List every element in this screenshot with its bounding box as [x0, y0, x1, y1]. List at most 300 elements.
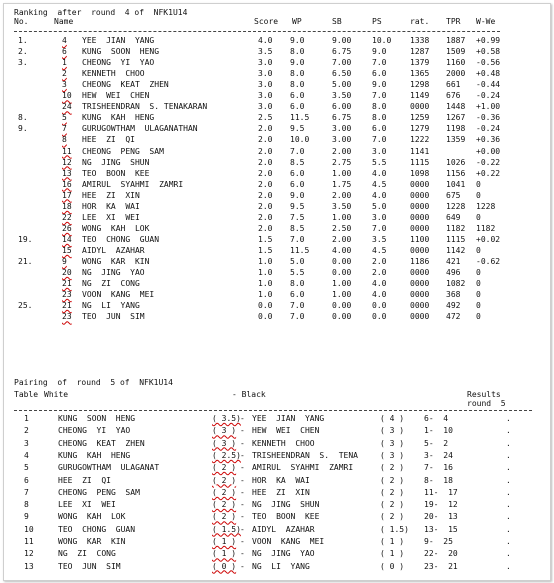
ps-cell: 8.0 — [372, 113, 387, 123]
score-cell: 2.5 — [258, 113, 273, 123]
wp-cell: 11.5 — [290, 246, 310, 255]
pl-cell: 3 — [62, 80, 67, 90]
pl-cell: 23 — [62, 312, 72, 322]
rating-cell: 1279 — [410, 124, 430, 134]
tpr-cell: 676 — [446, 91, 461, 101]
black-player-cell: NG JING SHUN — [252, 500, 320, 510]
pl-cell: 23 — [62, 290, 72, 300]
ps-cell: 4.0 — [372, 168, 387, 178]
score-cell: 2.0 — [258, 179, 273, 189]
black-score-cell: ( 2 ) — [380, 463, 405, 473]
rating-cell: 0000 — [410, 279, 430, 289]
pairing-separator: - — [240, 549, 245, 559]
pairing-numbers-cell: 22- 20 — [424, 549, 458, 559]
pairing-numbers-cell: 13- 15 — [424, 524, 458, 534]
pl-cell: 9 — [62, 257, 67, 266]
player-name-cell: CHEONG YI YAO — [82, 58, 155, 68]
ps-cell: 5.5 — [372, 157, 387, 167]
white-player-cell: NG ZI CONG — [58, 549, 116, 559]
pairing-separator: - — [240, 500, 245, 510]
w-we-cell: 1182 — [476, 223, 496, 233]
white-score-cell: ( 3 ) — [212, 426, 237, 436]
score-cell: 1.5 — [258, 246, 273, 255]
w-we-cell: +1.00 — [476, 102, 501, 112]
w-we-cell: +0.22 — [476, 168, 501, 178]
pl-cell: 18 — [62, 201, 72, 211]
white-score-cell: ( 1.5) — [212, 524, 241, 534]
table-number-cell: 1 — [24, 414, 29, 423]
ps-cell: 5.0 — [372, 201, 387, 211]
ps-cell: 9.0 — [372, 47, 387, 56]
w-we-cell: -0.36 — [476, 113, 501, 123]
table-number-cell: 10 — [24, 524, 34, 534]
tpr-cell: 496 — [446, 268, 461, 278]
player-name-cell: WONG KAH LOK — [82, 223, 150, 233]
score-cell: 1.0 — [258, 290, 273, 300]
tpr-cell: 1182 — [446, 223, 466, 233]
rating-cell: 1222 — [410, 135, 430, 145]
w-we-cell: 0 — [476, 179, 481, 189]
pairing-separator: - — [240, 475, 245, 485]
w-we-cell: -0.24 — [476, 91, 501, 101]
sb-cell: 6.00 — [332, 102, 352, 112]
wp-cell: 7.0 — [290, 146, 305, 156]
tpr-cell: 1041 — [446, 179, 466, 189]
pl-cell: 20 — [62, 268, 72, 278]
wp-cell: 5.0 — [290, 257, 305, 266]
w-we-cell: +0.36 — [476, 135, 501, 145]
player-name-cell: TEO JUN SIM — [82, 312, 145, 322]
black-score-cell: ( 3 ) — [380, 450, 405, 460]
black-score-cell: ( 3 ) — [380, 426, 405, 436]
black-player-cell: HEW WEI CHEN — [252, 426, 320, 436]
tpr-cell: 1448 — [446, 102, 466, 112]
player-name-cell: VOON KANG MEI — [82, 290, 155, 300]
player-name-cell: LEE XI WEI — [82, 212, 140, 222]
black-score-cell: ( 2 ) — [380, 487, 405, 497]
black-score-cell: ( 3 ) — [380, 438, 405, 448]
white-player-cell: CHEONG KEAT ZHEN — [58, 438, 145, 448]
player-name-cell: WONG KAR KIN — [82, 257, 150, 266]
sb-cell: 0.00 — [332, 312, 352, 322]
sb-cell: 2.75 — [332, 157, 352, 167]
sb-cell: 0.00 — [332, 257, 352, 266]
black-score-cell: ( 2 ) — [380, 500, 405, 510]
pl-cell: 8 — [62, 135, 67, 145]
pairing-numbers-cell: 11- 17 — [424, 487, 458, 497]
ps-cell: 6.0 — [372, 124, 387, 134]
white-player-cell: WONG KAR KIN — [58, 537, 126, 546]
black-player-cell: AIDYL AZAHAR — [252, 524, 315, 534]
black-player-cell: TRISHEENDRAN S. TENA — [252, 450, 358, 460]
wp-cell: 8.0 — [290, 47, 305, 56]
result-cell: . — [506, 475, 511, 485]
score-cell: 3.0 — [258, 69, 273, 79]
pl-cell: 26 — [62, 223, 72, 233]
result-cell: . — [506, 500, 511, 510]
score-cell: 2.0 — [258, 190, 273, 200]
w-we-cell: +0.58 — [476, 47, 501, 56]
wp-cell: 6.0 — [290, 168, 305, 178]
result-cell: . — [506, 524, 511, 534]
score-cell: 2.0 — [258, 168, 273, 178]
pairing-numbers-cell: 20- 13 — [424, 512, 458, 522]
col-wp-header: WP — [292, 17, 302, 26]
player-name-cell: AMIRUL SYAHMI ZAMRI — [82, 179, 184, 189]
ranking-title: Ranking after round 4 of NFK1U14 — [14, 8, 188, 17]
score-cell: 2.0 — [258, 157, 273, 167]
rating-cell: 1100 — [410, 234, 430, 244]
player-name-cell: YEE JIAN YANG — [82, 36, 155, 45]
player-name-cell: HEE ZI XIN — [82, 190, 140, 200]
pairing-numbers-cell: 23- 21 — [424, 561, 458, 571]
pl-cell: 6 — [62, 47, 67, 56]
tpr-cell: 675 — [446, 190, 461, 200]
white-player-cell: HEE ZI QI — [58, 475, 111, 485]
tpr-cell: 1359 — [446, 135, 466, 145]
wp-cell: 7.0 — [290, 301, 305, 311]
sb-cell: 1.00 — [332, 279, 352, 289]
table-number-cell: 5 — [24, 463, 29, 473]
score-cell: 2.0 — [258, 135, 273, 145]
sb-cell: 9.00 — [332, 36, 352, 45]
w-we-cell: -0.62 — [476, 257, 501, 266]
tpr-cell: 1142 — [446, 246, 466, 255]
black-player-cell: HEE ZI XIN — [252, 487, 310, 497]
white-player-cell: TEO JUN SIM — [58, 561, 121, 571]
black-score-cell: ( 1 ) — [380, 537, 405, 546]
sb-cell: 0.00 — [332, 268, 352, 278]
tpr-cell: 2000 — [446, 69, 466, 79]
rating-cell: 0000 — [410, 102, 430, 112]
wp-cell: 8.0 — [290, 80, 305, 90]
result-cell: . — [506, 414, 511, 423]
white-player-cell: LEE XI WEI — [58, 500, 116, 510]
w-we-cell: 0 — [476, 312, 481, 322]
score-cell: 2.0 — [258, 212, 273, 222]
rating-cell: 0000 — [410, 312, 430, 322]
score-cell: 3.0 — [258, 91, 273, 101]
pairing-numbers-cell: 1- 10 — [424, 426, 453, 436]
player-name-cell: CHEONG PENG SAM — [82, 146, 164, 156]
white-score-cell: ( 2 ) — [212, 512, 237, 522]
w-we-cell: +0.48 — [476, 69, 501, 79]
col-no-header: No. — [14, 17, 29, 26]
rating-cell: 0000 — [410, 201, 430, 211]
rank-cell: 19. — [18, 234, 33, 244]
player-name-cell: TEO BOON KEE — [82, 168, 150, 178]
player-name-cell: CHEONG KEAT ZHEN — [82, 80, 169, 90]
rating-cell: 0000 — [410, 223, 430, 233]
ps-cell: 3.5 — [372, 234, 387, 244]
black-player-cell: YEE JIAN YANG — [252, 414, 325, 423]
score-cell: 3.0 — [258, 102, 273, 112]
wp-cell: 6.0 — [290, 179, 305, 189]
player-name-cell: TRISHEENDRAN S. TENAKARAN — [82, 102, 208, 112]
pairing-title: Pairing of round 5 of NFK1U14 — [14, 378, 173, 387]
tpr-cell: 1228 — [446, 201, 466, 211]
pairing-separator: - — [240, 450, 245, 460]
pl-cell: 22 — [62, 212, 72, 222]
wp-cell: 6.0 — [290, 102, 305, 112]
col-round-header: round 5 — [467, 399, 506, 408]
player-name-cell: HOR KA WAI — [82, 201, 140, 211]
pairing-numbers-cell: 5- 2 — [424, 438, 449, 448]
sb-cell: 2.50 — [332, 223, 352, 233]
col-white-header: White — [44, 390, 69, 399]
tpr-cell: 1160 — [446, 58, 466, 68]
sb-cell: 1.00 — [332, 212, 352, 222]
black-score-cell: ( 1 ) — [380, 549, 405, 559]
result-cell: . — [506, 537, 511, 546]
wp-cell: 10.0 — [290, 135, 310, 145]
white-player-cell: CHEONG YI YAO — [58, 426, 131, 436]
black-player-cell: KENNETH CHOO — [252, 438, 315, 448]
rank-cell: 9. — [18, 124, 28, 134]
result-cell: . — [506, 450, 511, 460]
ps-cell: 4.0 — [372, 190, 387, 200]
col-name-header: Name — [54, 17, 74, 26]
pairing-divider — [14, 410, 532, 411]
result-cell: . — [506, 487, 511, 497]
rating-cell: 1141 — [410, 146, 430, 156]
w-we-cell: 0 — [476, 279, 481, 289]
sb-cell: 0.00 — [332, 301, 352, 311]
score-cell: 1.0 — [258, 268, 273, 278]
score-cell: 0.0 — [258, 312, 273, 322]
white-score-cell: ( 1 ) — [212, 549, 237, 559]
white-score-cell: ( 3.5) — [212, 414, 241, 423]
w-we-cell: -0.56 — [476, 58, 501, 68]
ps-cell: 10.0 — [372, 36, 392, 45]
table-number-cell: 8 — [24, 500, 29, 510]
white-score-cell: ( 2.5) — [212, 450, 241, 460]
sb-cell: 2.00 — [332, 234, 352, 244]
w-we-cell: +0.02 — [476, 234, 501, 244]
white-player-cell: WONG KAH LOK — [58, 512, 126, 522]
col-wwe-header: W-We — [476, 17, 496, 26]
pairing-numbers-cell: 6- 4 — [424, 414, 449, 423]
sb-cell: 3.00 — [332, 135, 352, 145]
rating-cell: 1298 — [410, 80, 430, 90]
white-player-cell: CHEONG PENG SAM — [58, 487, 140, 497]
pairing-numbers-cell: 8- 18 — [424, 475, 453, 485]
col-table-header: Table — [14, 390, 39, 399]
player-name-cell: NG LI YANG — [82, 301, 140, 311]
pairing-separator: - — [240, 414, 245, 423]
score-cell: 2.0 — [258, 146, 273, 156]
tpr-cell: 1267 — [446, 113, 466, 123]
rating-cell: 1379 — [410, 58, 430, 68]
ps-cell: 2.0 — [372, 268, 387, 278]
score-cell: 3.5 — [258, 47, 273, 56]
ps-cell: 7.0 — [372, 135, 387, 145]
black-player-cell: VOON KANG MEI — [252, 537, 325, 546]
wp-cell: 8.5 — [290, 223, 305, 233]
wp-cell: 7.5 — [290, 212, 305, 222]
player-name-cell: NG ZI CONG — [82, 279, 140, 289]
ps-cell: 0.0 — [372, 301, 387, 311]
tpr-cell: 492 — [446, 301, 461, 311]
player-name-cell: GURUGOWTHAM ULAGANATHAN — [82, 124, 198, 134]
col-black-header: - Black — [232, 390, 266, 399]
pl-cell: 15 — [62, 246, 72, 255]
pl-cell: 10 — [62, 91, 72, 101]
pairing-separator: - — [240, 524, 245, 534]
wp-cell: 8.0 — [290, 69, 305, 79]
tpr-cell: 1026 — [446, 157, 466, 167]
col-results-header: Results — [467, 390, 501, 399]
col-sb-header: SB — [332, 17, 342, 26]
player-name-cell: HEW WEI CHEN — [82, 91, 150, 101]
pl-cell: 5 — [62, 113, 67, 123]
score-cell: 0.0 — [258, 301, 273, 311]
tpr-cell: 368 — [446, 290, 461, 300]
pairing-numbers-cell: 19- 12 — [424, 500, 458, 510]
rank-cell: 2. — [18, 47, 28, 56]
table-number-cell: 3 — [24, 438, 29, 448]
player-name-cell: AIDYL AZAHAR — [82, 246, 145, 255]
pl-cell: 17 — [62, 190, 72, 200]
rating-cell: 1098 — [410, 168, 430, 178]
white-score-cell: ( 2 ) — [212, 500, 237, 510]
sb-cell: 3.50 — [332, 91, 352, 101]
tpr-cell: 1115 — [446, 234, 466, 244]
result-cell: . — [506, 561, 511, 571]
tpr-cell: 472 — [446, 312, 461, 322]
table-number-cell: 11 — [24, 537, 34, 546]
pl-cell: 24 — [62, 102, 72, 112]
col-tpr-header: TPR — [446, 17, 461, 26]
sb-cell: 7.00 — [332, 58, 352, 68]
pairing-separator: - — [240, 537, 245, 546]
player-name-cell: KUNG KAH HENG — [82, 113, 155, 123]
w-we-cell: 0 — [476, 290, 481, 300]
wp-cell: 5.5 — [290, 268, 305, 278]
white-score-cell: ( 3 ) — [212, 438, 237, 448]
rating-cell: 1338 — [410, 36, 430, 45]
tpr-cell: 661 — [446, 80, 461, 90]
score-cell: 1.0 — [258, 279, 273, 289]
pairing-separator: - — [240, 463, 245, 473]
pl-cell: 13 — [62, 168, 72, 178]
score-cell: 1.0 — [258, 257, 273, 266]
result-cell: . — [506, 426, 511, 436]
w-we-cell: -0.24 — [476, 124, 501, 134]
rating-cell: 0000 — [410, 246, 430, 255]
player-name-cell: TEO CHONG GUAN — [82, 234, 160, 244]
wp-cell: 8.0 — [290, 279, 305, 289]
ps-cell: 7.0 — [372, 91, 387, 101]
w-we-cell: -0.22 — [476, 157, 501, 167]
ps-cell: 7.0 — [372, 223, 387, 233]
table-number-cell: 9 — [24, 512, 29, 522]
sb-cell: 4.00 — [332, 246, 352, 255]
tpr-cell: 1082 — [446, 279, 466, 289]
white-score-cell: ( 2 ) — [212, 487, 237, 497]
wp-cell: 8.5 — [290, 157, 305, 167]
white-player-cell: KUNG KAH HENG — [58, 450, 131, 460]
rank-cell: 25. — [18, 301, 33, 311]
pl-cell: 2 — [62, 69, 67, 79]
sb-cell: 2.00 — [332, 190, 352, 200]
header-divider — [14, 31, 500, 32]
score-cell: 2.0 — [258, 124, 273, 134]
rank-cell: 8. — [18, 113, 28, 123]
rating-cell: 1149 — [410, 91, 430, 101]
table-number-cell: 4 — [24, 450, 29, 460]
score-cell: 4.0 — [258, 36, 273, 45]
wp-cell: 9.0 — [290, 190, 305, 200]
player-name-cell: NG JING YAO — [82, 268, 145, 278]
table-number-cell: 7 — [24, 487, 29, 497]
w-we-cell: 0 — [476, 301, 481, 311]
pl-cell: 7 — [62, 124, 67, 134]
score-cell: 2.0 — [258, 201, 273, 211]
pl-cell: 21 — [62, 301, 72, 311]
sb-cell: 3.50 — [332, 201, 352, 211]
col-ps-header: PS — [372, 17, 382, 26]
black-score-cell: ( 4 ) — [380, 414, 405, 423]
w-we-cell: 1228 — [476, 201, 496, 211]
ps-cell: 4.0 — [372, 290, 387, 300]
sb-cell: 1.75 — [332, 179, 352, 189]
pairing-numbers-cell: 3- 24 — [424, 450, 453, 460]
rating-cell: 0000 — [410, 190, 430, 200]
pairing-separator: - — [240, 438, 245, 448]
tpr-cell: 1198 — [446, 124, 466, 134]
pl-cell: 12 — [62, 157, 72, 167]
sb-cell: 3.00 — [332, 124, 352, 134]
w-we-cell: 0 — [476, 246, 481, 255]
rank-cell: 21. — [18, 257, 33, 266]
white-score-cell: ( 0 ) — [212, 561, 237, 571]
white-player-cell: TEO CHONG GUAN — [58, 524, 136, 534]
w-we-cell: 0 — [476, 268, 481, 278]
pairing-numbers-cell: 7- 16 — [424, 463, 453, 473]
wp-cell: 9.5 — [290, 124, 305, 134]
w-we-cell: +0.99 — [476, 36, 501, 45]
rating-cell: 1287 — [410, 47, 430, 56]
rating-cell: 0000 — [410, 290, 430, 300]
sb-cell: 6.50 — [332, 69, 352, 79]
w-we-cell: 0 — [476, 212, 481, 222]
white-score-cell: ( 1 ) — [212, 537, 237, 546]
black-player-cell: NG LI YANG — [252, 561, 310, 571]
sb-cell: 6.75 — [332, 113, 352, 123]
col-rat-header: rat. — [410, 17, 430, 26]
rating-cell: 1259 — [410, 113, 430, 123]
player-name-cell: HEE ZI QI — [82, 135, 135, 145]
rating-cell: 1115 — [410, 157, 430, 167]
black-score-cell: ( 0 ) — [380, 561, 405, 571]
tpr-cell: 1156 — [446, 168, 466, 178]
ps-cell: 9.0 — [372, 80, 387, 90]
rating-cell: 1365 — [410, 69, 430, 79]
player-name-cell: KENNETH CHOO — [82, 69, 145, 79]
rank-cell: 3. — [18, 58, 28, 68]
pl-cell: 1 — [62, 58, 67, 68]
pairing-separator: - — [240, 512, 245, 522]
wp-cell: 9.5 — [290, 201, 305, 211]
black-player-cell: HOR KA WAI — [252, 475, 310, 485]
wp-cell: 9.0 — [290, 36, 305, 45]
wp-cell: 11.5 — [290, 113, 310, 123]
ps-cell: 0.0 — [372, 312, 387, 322]
black-score-cell: ( 1.5) — [380, 524, 409, 534]
ps-cell: 4.5 — [372, 246, 387, 255]
ps-cell: 7.0 — [372, 58, 387, 68]
